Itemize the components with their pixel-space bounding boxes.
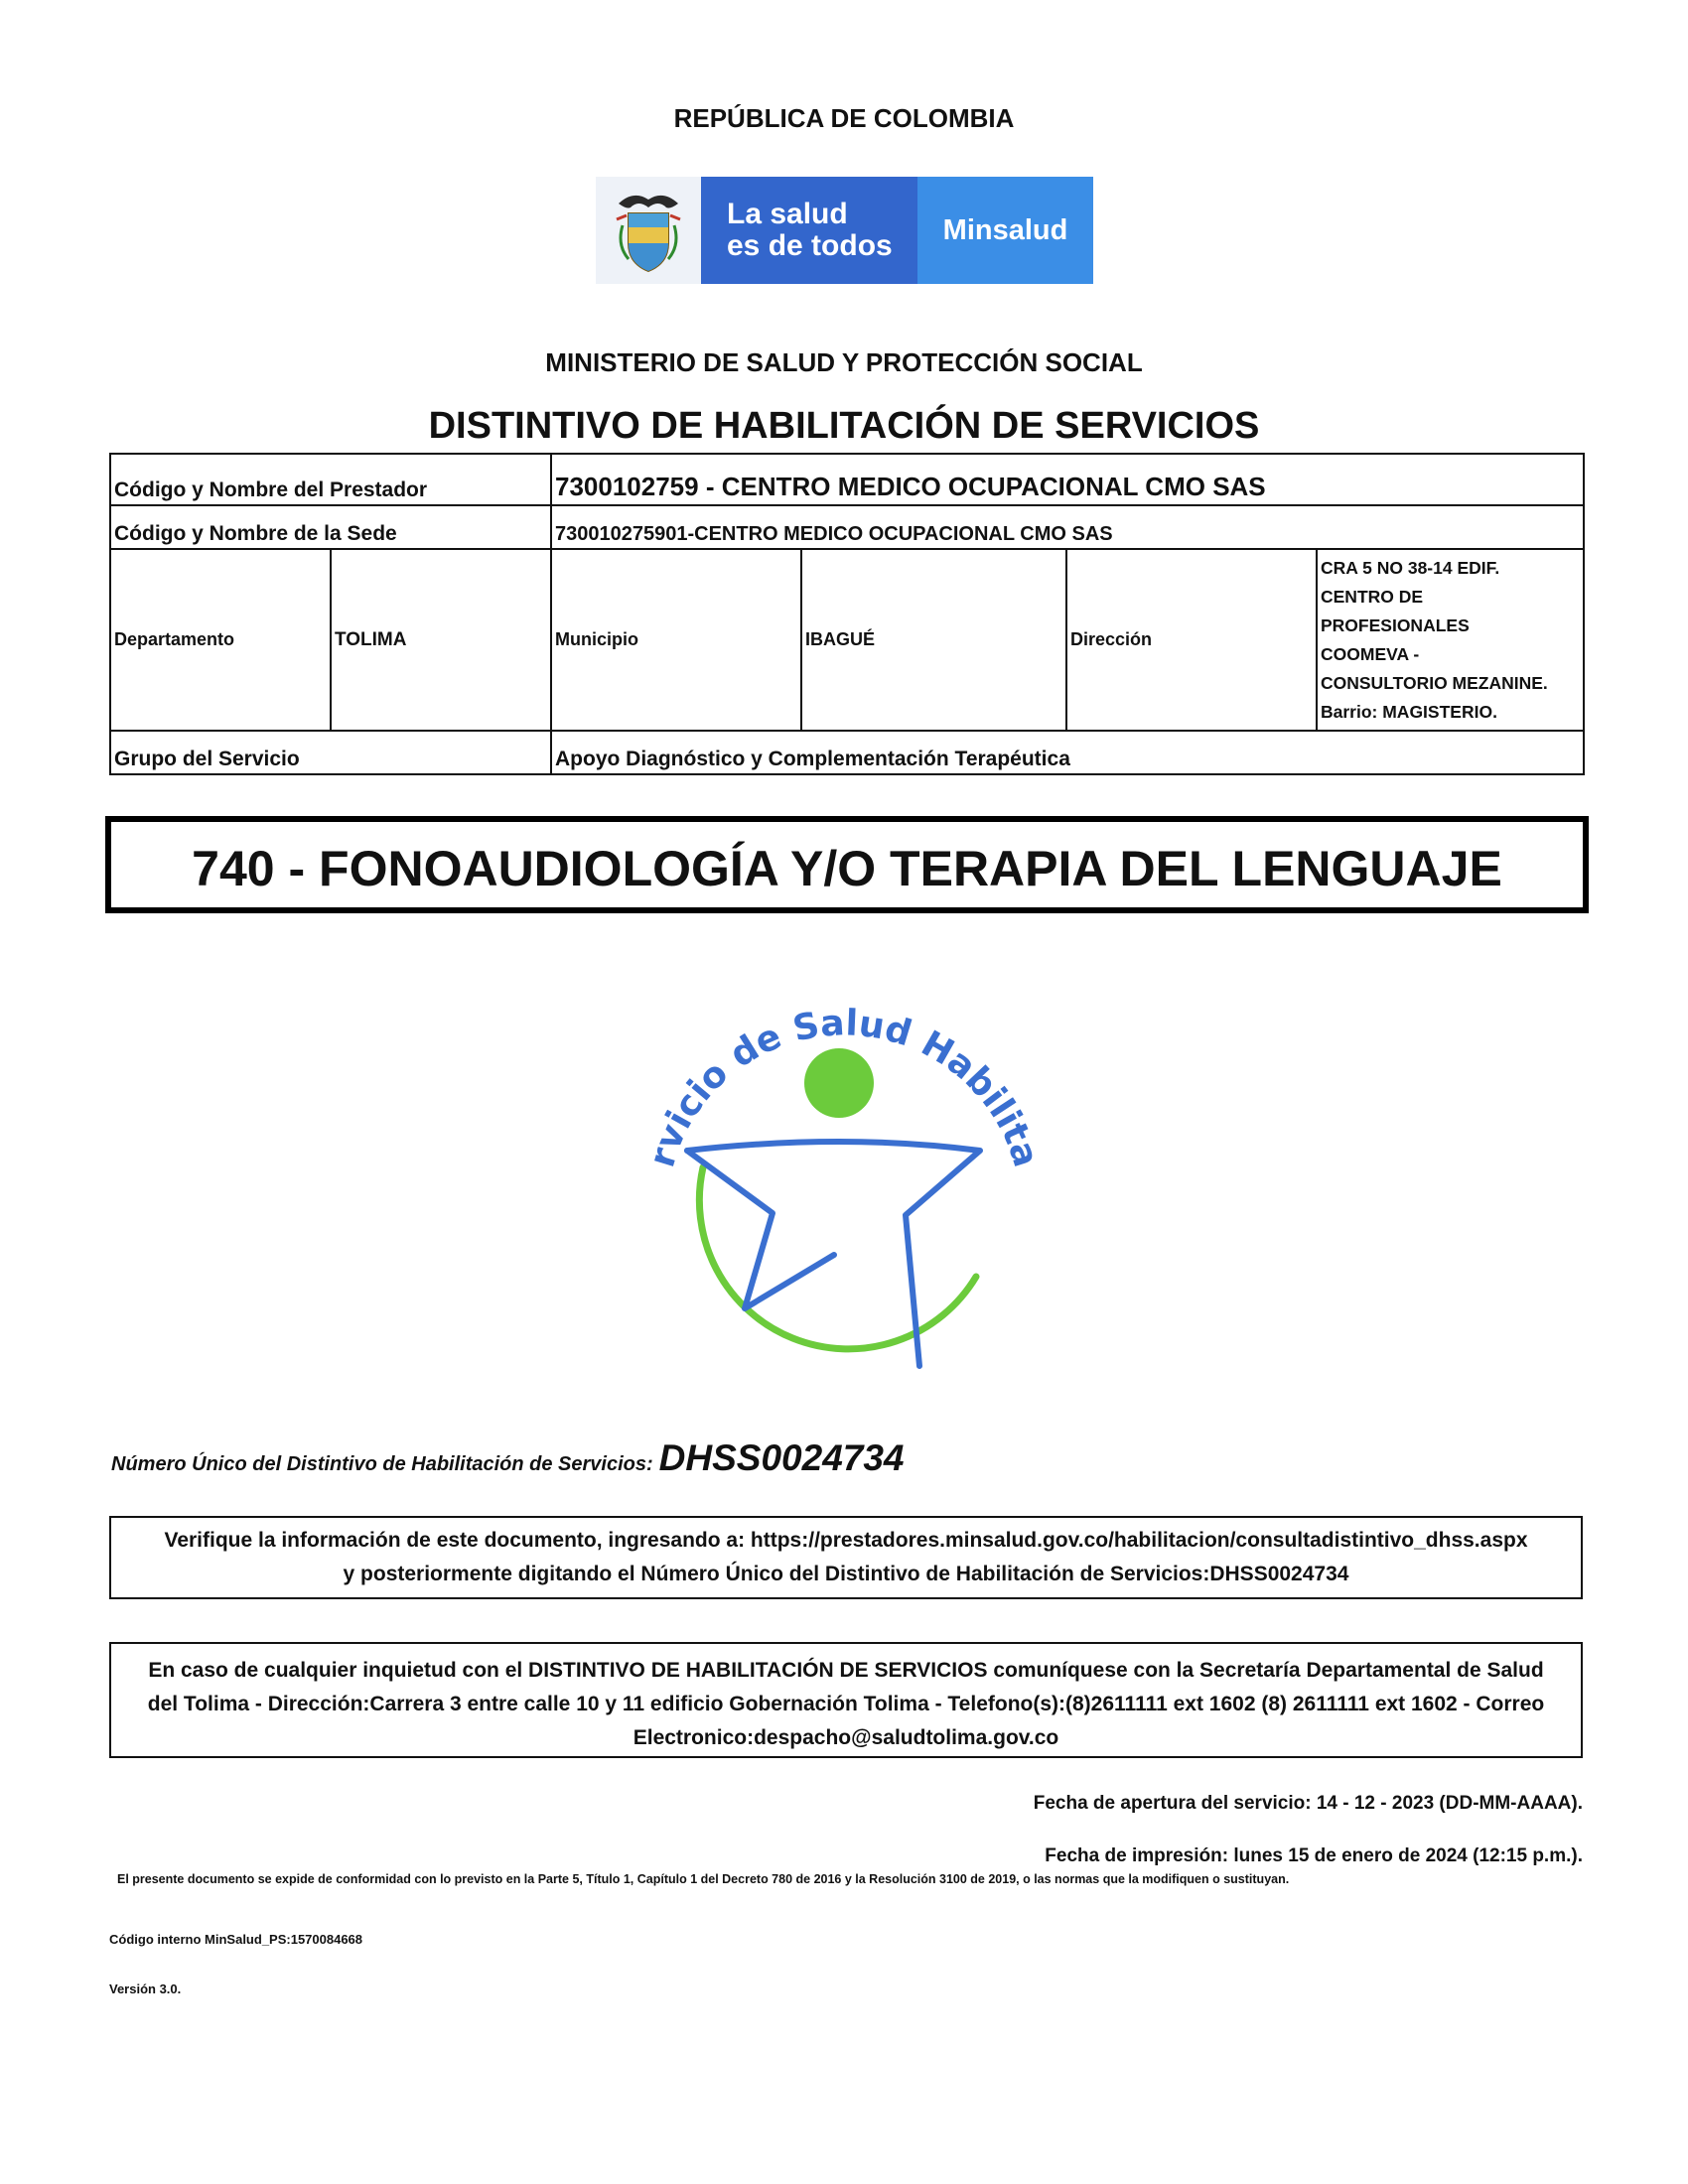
ministry-heading: MINISTERIO DE SALUD Y PROTECCIÓN SOCIAL	[545, 347, 1143, 377]
group-row	[110, 731, 1584, 774]
version: Versión 3.0.	[109, 1981, 182, 1996]
unique-number-label: Número Único del Distintivo de Habilitación de Servicios:	[111, 1453, 653, 1475]
contact-box	[109, 1642, 1583, 1758]
provider-info-table	[109, 453, 1585, 775]
internal-code: Código interno MinSalud_PS:1570084668	[109, 1932, 363, 1947]
address-line: COOMEVA -	[1321, 644, 1420, 664]
verification-line2: y posteriormente digitando el Número Único del Distintivo de Habilitación de Servicios:DHSS0024734	[343, 1563, 1349, 1585]
minsalud-logo	[596, 177, 1093, 284]
logo-slogan-line2: es de todos	[727, 229, 893, 262]
republic-heading: REPÚBLICA DE COLOMBIA	[673, 103, 1015, 133]
address-line: CRA 5 NO 38-14 EDIF.	[1321, 558, 1500, 578]
logo-slogan-line1: La salud	[727, 198, 848, 230]
opening-date: Fecha de apertura del servicio: 14 - 12 - 2023 (DD-MM-AAAA).	[1033, 1793, 1583, 1814]
address-line: CONSULTORIO MEZANINE.	[1321, 673, 1548, 693]
provider-value: 7300102759 - CENTRO MEDICO OCUPACIONAL CMO SAS	[551, 454, 1584, 505]
document-title: DISTINTIVO DE HABILITACIÓN DE SERVICIOS	[428, 405, 1260, 447]
legal-note: El presente documento se expide de conformidad con lo previsto en la Parte 5, Título 1, Capítulo 1 del Decreto 780 de 2016 y la Resolución 3100 de 2019, o las normas que la modifiquen o sustituyan.	[117, 1872, 1290, 1886]
print-date: Fecha de impresión: lunes 15 de enero de 2024 (12:15 p.m.).	[1045, 1845, 1583, 1866]
department-label: Departamento	[110, 549, 331, 731]
site-row	[110, 505, 1584, 549]
verification-box	[109, 1516, 1583, 1599]
address-value	[1317, 549, 1584, 731]
unique-number	[111, 1437, 905, 1479]
provider-label: Código y Nombre del Prestador	[110, 454, 551, 505]
address-label: Dirección	[1066, 549, 1317, 731]
habilitated-seal	[616, 959, 1072, 1416]
logo-slogan	[701, 177, 917, 284]
service-name: 740 - FONOAUDIOLOGÍA Y/O TERAPIA DEL LENGUAJE	[192, 841, 1502, 896]
site-label: Código y Nombre de la Sede	[110, 505, 551, 549]
address-line: PROFESIONALES	[1321, 615, 1470, 635]
verification-line1: Verifique la información de este documento, ingresando a: https://prestadores.minsalud.gov.co/habilitacion/consultadistintivo_dhss.aspx	[164, 1529, 1528, 1552]
logo-brand: Minsalud	[917, 177, 1093, 284]
service-box	[105, 816, 1589, 913]
group-value: Apoyo Diagnóstico y Complementación Terapéutica	[551, 731, 1584, 774]
municipality-value: IBAGUÉ	[801, 549, 1066, 731]
unique-number-code: DHSS0024734	[658, 1437, 905, 1478]
coat-of-arms-icon	[596, 177, 701, 284]
provider-row	[110, 454, 1584, 505]
address-line: Barrio: MAGISTERIO.	[1321, 702, 1497, 722]
group-label: Grupo del Servicio	[110, 731, 551, 774]
department-value: TOLIMA	[331, 549, 551, 731]
contact-text: En caso de cualquier inquietud con el DISTINTIVO DE HABILITACIÓN DE SERVICIOS comuníquese con la Secretaría Departamental de Salud del Tolima - Dirección:Carrera 3 entre calle 10 y 11 edificio Gobernación Tolima - Telefono(s):(8)2611111 ext 1602 (8) 2611111 ext 1602 - Correo Electronico:despacho@saludtolima.gov.co	[147, 1659, 1545, 1749]
municipality-label: Municipio	[551, 549, 801, 731]
location-row	[110, 549, 1584, 731]
seal-head	[804, 1048, 874, 1118]
address-line: CENTRO DE	[1321, 587, 1424, 607]
site-value: 730010275901-CENTRO MEDICO OCUPACIONAL CMO SAS	[551, 505, 1584, 549]
seal-text: rvicio de Salud Habilita	[641, 1003, 1047, 1172]
